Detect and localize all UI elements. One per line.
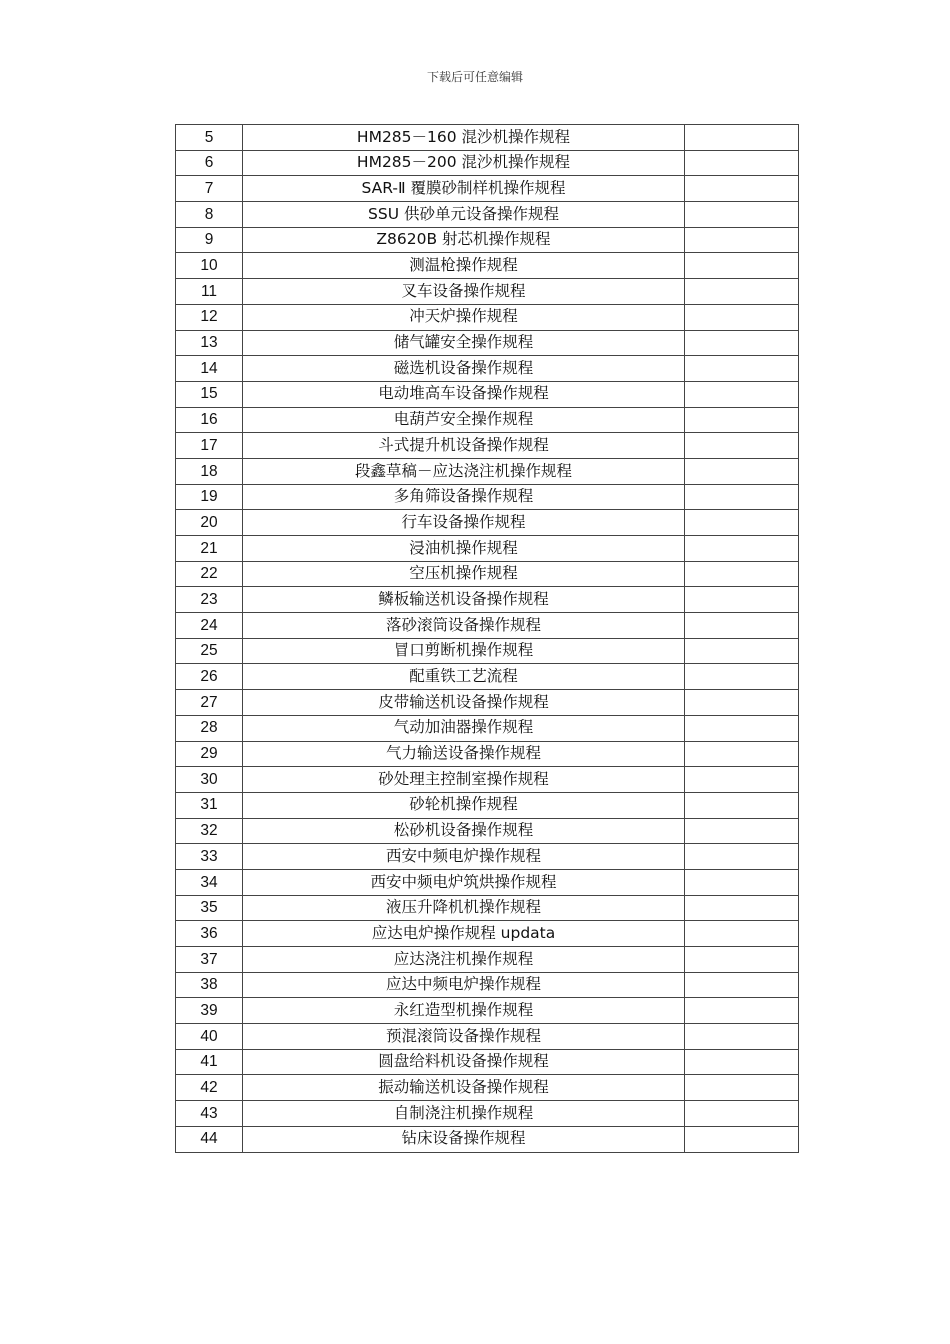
note-cell: [685, 176, 799, 202]
note-cell: [685, 921, 799, 947]
row-number-cell: 27: [176, 690, 243, 716]
note-cell: [685, 1101, 799, 1127]
table-row: [176, 998, 799, 1024]
procedure-name-cell: 冲天炉操作规程: [243, 304, 685, 330]
note-cell: [685, 741, 799, 767]
row-number-cell: 26: [176, 664, 243, 690]
note-cell: [685, 869, 799, 895]
note-cell: [685, 792, 799, 818]
table-row: [176, 381, 799, 407]
table-row: [176, 844, 799, 870]
note-cell: [685, 510, 799, 536]
table-row: [176, 510, 799, 536]
row-number-cell: 32: [176, 818, 243, 844]
procedure-table: [175, 124, 799, 1153]
row-number-cell: 33: [176, 844, 243, 870]
note-cell: [685, 613, 799, 639]
procedure-name-cell: 斗式提升机设备操作规程: [243, 433, 685, 459]
row-number-cell: 42: [176, 1075, 243, 1101]
procedure-name-cell: 西安中频电炉筑烘操作规程: [243, 869, 685, 895]
table-row: [176, 947, 799, 973]
procedure-name-cell: 行车设备操作规程: [243, 510, 685, 536]
page-header: 下载后可任意编辑: [426, 70, 523, 84]
note-cell: [685, 253, 799, 279]
table-row: [176, 458, 799, 484]
procedure-name-cell: 应达中频电炉操作规程: [243, 972, 685, 998]
row-number-cell: 30: [176, 767, 243, 793]
table-row: [176, 1049, 799, 1075]
procedure-name-cell: 气力输送设备操作规程: [243, 741, 685, 767]
row-number-cell: 35: [176, 895, 243, 921]
procedure-name-cell: 应达电炉操作规程 updata: [243, 921, 685, 947]
row-number-cell: 37: [176, 947, 243, 973]
table-row: [176, 484, 799, 510]
procedure-name-cell: 液压升降机机操作规程: [243, 895, 685, 921]
procedure-name-cell: HM285－160 混沙机操作规程: [243, 125, 685, 151]
procedure-name-cell: 圆盘给料机设备操作规程: [243, 1049, 685, 1075]
row-number-cell: 36: [176, 921, 243, 947]
note-cell: [685, 715, 799, 741]
procedure-name-cell: 测温枪操作规程: [243, 253, 685, 279]
row-number-cell: 31: [176, 792, 243, 818]
procedure-name-cell: SSU 供砂单元设备操作规程: [243, 202, 685, 228]
note-cell: [685, 1024, 799, 1050]
row-number-cell: 7: [176, 176, 243, 202]
table-row: [176, 150, 799, 176]
note-cell: [685, 561, 799, 587]
row-number-cell: 10: [176, 253, 243, 279]
row-number-cell: 38: [176, 972, 243, 998]
note-cell: [685, 356, 799, 382]
table-row: [176, 613, 799, 639]
row-number-cell: 8: [176, 202, 243, 228]
procedure-table-body: [176, 125, 799, 1153]
note-cell: [685, 972, 799, 998]
table-row: [176, 690, 799, 716]
note-cell: [685, 998, 799, 1024]
row-number-cell: 17: [176, 433, 243, 459]
note-cell: [685, 638, 799, 664]
procedure-name-cell: 落砂滚筒设备操作规程: [243, 613, 685, 639]
row-number-cell: 11: [176, 279, 243, 305]
table-row: [176, 767, 799, 793]
row-number-cell: 12: [176, 304, 243, 330]
note-cell: [685, 433, 799, 459]
procedure-name-cell: 皮带输送机设备操作规程: [243, 690, 685, 716]
note-cell: [685, 1075, 799, 1101]
table-row: [176, 176, 799, 202]
procedure-name-cell: 自制浇注机操作规程: [243, 1101, 685, 1127]
table-row: [176, 869, 799, 895]
table-row: [176, 1126, 799, 1152]
row-number-cell: 15: [176, 381, 243, 407]
table-row: [176, 587, 799, 613]
note-cell: [685, 690, 799, 716]
table-row: [176, 1024, 799, 1050]
table-row: [176, 792, 799, 818]
procedure-name-cell: 叉车设备操作规程: [243, 279, 685, 305]
procedure-name-cell: 永红造型机操作规程: [243, 998, 685, 1024]
procedure-name-cell: SAR-Ⅱ 覆膜砂制样机操作规程: [243, 176, 685, 202]
note-cell: [685, 484, 799, 510]
row-number-cell: 21: [176, 536, 243, 562]
row-number-cell: 24: [176, 613, 243, 639]
note-cell: [685, 202, 799, 228]
note-cell: [685, 587, 799, 613]
row-number-cell: 14: [176, 356, 243, 382]
procedure-name-cell: 气动加油器操作规程: [243, 715, 685, 741]
row-number-cell: 20: [176, 510, 243, 536]
table-row: [176, 921, 799, 947]
note-cell: [685, 1126, 799, 1152]
row-number-cell: 34: [176, 869, 243, 895]
note-cell: [685, 664, 799, 690]
procedure-name-cell: 预混滚筒设备操作规程: [243, 1024, 685, 1050]
table-row: [176, 330, 799, 356]
table-row: [176, 536, 799, 562]
note-cell: [685, 818, 799, 844]
row-number-cell: 44: [176, 1126, 243, 1152]
procedure-name-cell: 砂轮机操作规程: [243, 792, 685, 818]
note-cell: [685, 330, 799, 356]
note-cell: [685, 767, 799, 793]
table-row: [176, 715, 799, 741]
row-number-cell: 5: [176, 125, 243, 151]
table-row: [176, 279, 799, 305]
table-row: [176, 972, 799, 998]
procedure-name-cell: Z8620B 射芯机操作规程: [243, 227, 685, 253]
table-row: [176, 1101, 799, 1127]
table-row: [176, 561, 799, 587]
table-row: [176, 638, 799, 664]
table-row: [176, 125, 799, 151]
note-cell: [685, 381, 799, 407]
note-cell: [685, 407, 799, 433]
note-cell: [685, 844, 799, 870]
row-number-cell: 16: [176, 407, 243, 433]
table-row: [176, 227, 799, 253]
row-number-cell: 29: [176, 741, 243, 767]
table-row: [176, 895, 799, 921]
note-cell: [685, 227, 799, 253]
procedure-name-cell: 振动输送机设备操作规程: [243, 1075, 685, 1101]
row-number-cell: 23: [176, 587, 243, 613]
procedure-name-cell: HM285－200 混沙机操作规程: [243, 150, 685, 176]
procedure-name-cell: 储气罐安全操作规程: [243, 330, 685, 356]
procedure-name-cell: 段鑫草稿－应达浇注机操作规程: [243, 458, 685, 484]
procedure-name-cell: 鳞板输送机设备操作规程: [243, 587, 685, 613]
row-number-cell: 22: [176, 561, 243, 587]
procedure-name-cell: 磁选机设备操作规程: [243, 356, 685, 382]
row-number-cell: 18: [176, 458, 243, 484]
note-cell: [685, 1049, 799, 1075]
note-cell: [685, 279, 799, 305]
procedure-name-cell: 空压机操作规程: [243, 561, 685, 587]
procedure-name-cell: 松砂机设备操作规程: [243, 818, 685, 844]
note-cell: [685, 458, 799, 484]
table-row: [176, 253, 799, 279]
note-cell: [685, 895, 799, 921]
row-number-cell: 9: [176, 227, 243, 253]
table-row: [176, 818, 799, 844]
row-number-cell: 39: [176, 998, 243, 1024]
procedure-name-cell: 砂处理主控制室操作规程: [243, 767, 685, 793]
row-number-cell: 40: [176, 1024, 243, 1050]
row-number-cell: 43: [176, 1101, 243, 1127]
row-number-cell: 28: [176, 715, 243, 741]
table-row: [176, 407, 799, 433]
note-cell: [685, 536, 799, 562]
procedure-name-cell: 电葫芦安全操作规程: [243, 407, 685, 433]
table-row: [176, 1075, 799, 1101]
table-row: [176, 664, 799, 690]
procedure-name-cell: 应达浇注机操作规程: [243, 947, 685, 973]
procedure-name-cell: 浸油机操作规程: [243, 536, 685, 562]
procedure-name-cell: 西安中频电炉操作规程: [243, 844, 685, 870]
procedure-name-cell: 配重铁工艺流程: [243, 664, 685, 690]
row-number-cell: 6: [176, 150, 243, 176]
table-row: [176, 741, 799, 767]
row-number-cell: 19: [176, 484, 243, 510]
row-number-cell: 41: [176, 1049, 243, 1075]
procedure-name-cell: 多角筛设备操作规程: [243, 484, 685, 510]
note-cell: [685, 304, 799, 330]
note-cell: [685, 947, 799, 973]
table-row: [176, 356, 799, 382]
table-row: [176, 433, 799, 459]
table-row: [176, 202, 799, 228]
procedure-name-cell: 钻床设备操作规程: [243, 1126, 685, 1152]
note-cell: [685, 150, 799, 176]
row-number-cell: 13: [176, 330, 243, 356]
row-number-cell: 25: [176, 638, 243, 664]
table-row: [176, 304, 799, 330]
procedure-name-cell: 冒口剪断机操作规程: [243, 638, 685, 664]
note-cell: [685, 125, 799, 151]
procedure-name-cell: 电动堆高车设备操作规程: [243, 381, 685, 407]
